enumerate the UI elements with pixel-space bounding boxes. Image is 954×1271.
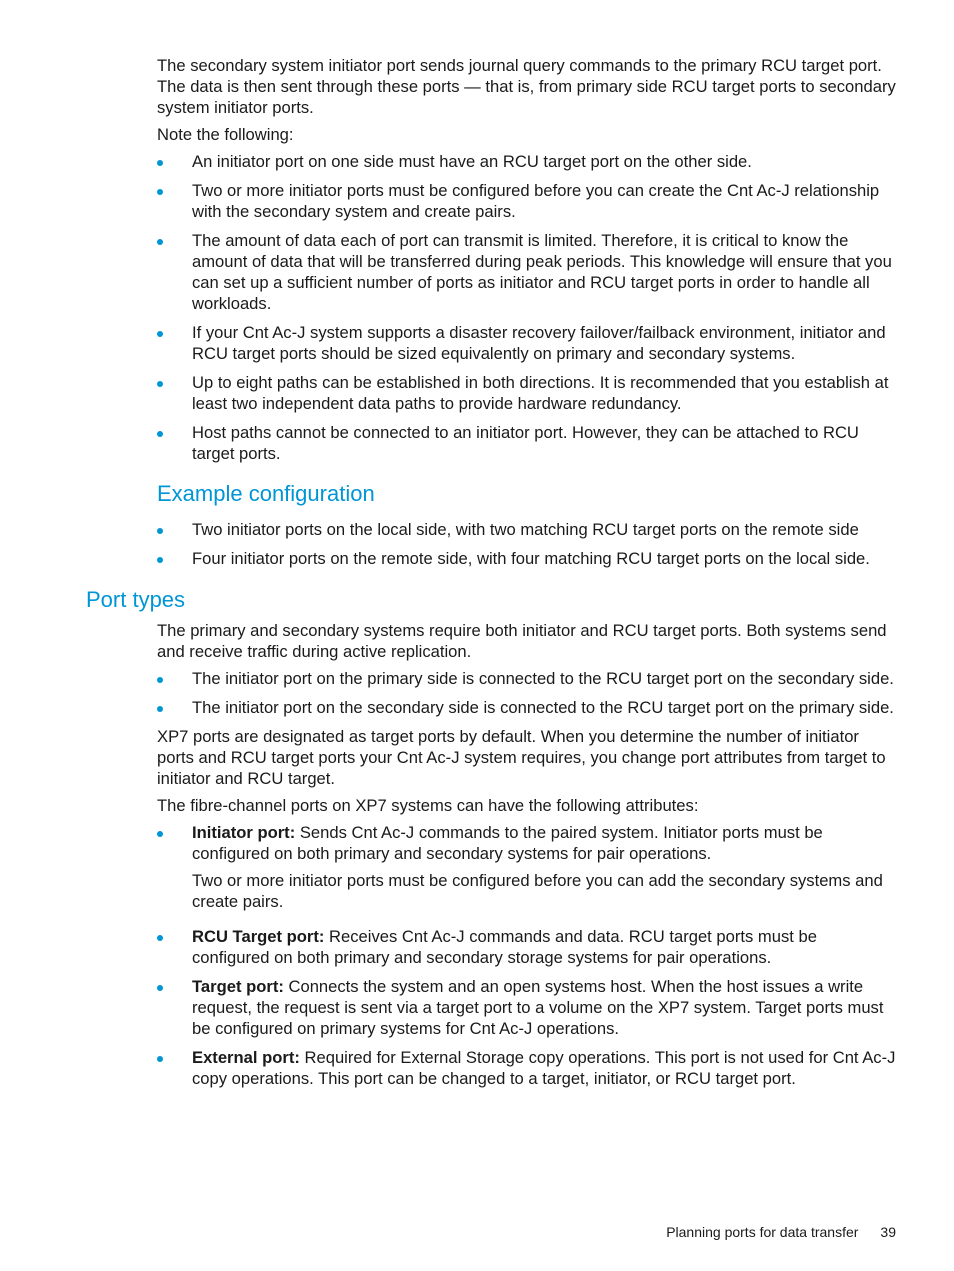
- attribute-item-initiator: [157, 822, 899, 912]
- bullet-icon: [157, 431, 163, 437]
- attribute-note: Two or more initiator ports must be configured before you can add the secondary systems and create pairs.: [192, 871, 883, 911]
- attribute-text: Connects the system and an open systems host. When the host issues a write request, the request is sent via a target port to a volume on the XP7 system. Target ports must be configured on primary systems for Cnt Ac-J operations.: [192, 977, 884, 1038]
- attribute-term: Target port:: [192, 977, 284, 996]
- attribute-item-rcu-target: [157, 926, 899, 968]
- bullet-icon: [157, 557, 163, 563]
- bullet-icon: [157, 528, 163, 534]
- example-list: [157, 519, 899, 569]
- attribute-item-target: [157, 976, 899, 1039]
- attribute-term: External port:: [192, 1048, 300, 1067]
- bullet-icon: [157, 331, 163, 337]
- footer-section-title: Planning ports for data transfer: [666, 1224, 859, 1240]
- bullet-icon: [157, 985, 163, 991]
- list-item: The amount of data each of port can transmit is limited. Therefore, it is critical to know the amount of data that will be transferred during peak periods. This knowledge will ensure that you can set up a sufficient number of ports as initiator and RCU target ports in order to handle all workloads.: [157, 230, 899, 314]
- example-configuration-heading: Example configuration: [157, 481, 375, 506]
- list-item: Up to eight paths can be established in both directions. It is recommended that you establish at least two independent data paths to provide hardware redundancy.: [157, 372, 899, 414]
- intro-paragraph: The secondary system initiator port sends journal query commands to the primary RCU target port. The data is then sent through these ports — that is, from primary side RCU target ports to secondary system initiator ports.: [157, 56, 896, 117]
- attribute-term: RCU Target port:: [192, 927, 325, 946]
- attribute-term: Initiator port:: [192, 823, 296, 842]
- note-paragraph: Note the following:: [157, 125, 294, 144]
- list-item: Host paths cannot be connected to an initiator port. However, they can be attached to RCU target ports.: [157, 422, 899, 464]
- bullet-icon: [157, 831, 163, 837]
- page-footer: [666, 1222, 896, 1242]
- attribute-text: Required for External Storage copy operations. This port is not used for Cnt Ac-J copy operations. This port can be changed to a target, initiator, or RCU target port.: [192, 1048, 896, 1088]
- port-types-heading: Port types: [86, 587, 186, 612]
- list-item: The initiator port on the secondary side is connected to the RCU target port on the primary side.: [157, 697, 899, 718]
- attribute-text: Sends Cnt Ac-J commands to the paired system. Initiator ports must be configured on both primary and secondary systems for pair operations.: [192, 823, 823, 863]
- bullet-icon: [157, 1056, 163, 1062]
- list-item: An initiator port on one side must have an RCU target port on the other side.: [157, 151, 899, 172]
- attributes-list: [157, 822, 899, 1089]
- attribute-text: Receives Cnt Ac-J commands and data. RCU target ports must be configured on both primary and secondary storage systems for pair operations.: [192, 927, 817, 967]
- port-types-intro: The primary and secondary systems require both initiator and RCU target ports. Both systems send and receive traffic during active replication.: [157, 621, 887, 661]
- note-list: [157, 151, 899, 464]
- bullet-icon: [157, 677, 163, 683]
- list-item: If your Cnt Ac-J system supports a disaster recovery failover/failback environment, initiator and RCU target ports should be sized equivalently on primary and secondary systems.: [157, 322, 899, 364]
- bullet-icon: [157, 239, 163, 245]
- bullet-icon: [157, 381, 163, 387]
- xp7-default-paragraph: XP7 ports are designated as target ports by default. When you determine the number of initiator ports and RCU target ports your Cnt Ac-J system requires, you change port attributes from target to initiator and RCU target.: [157, 727, 886, 788]
- page-number: 39: [880, 1224, 896, 1240]
- port-side-list: [157, 668, 899, 718]
- bullet-icon: [157, 935, 163, 941]
- list-item: Two or more initiator ports must be configured before you can create the Cnt Ac-J relationship with the secondary system and create pairs.: [157, 180, 899, 222]
- bullet-icon: [157, 160, 163, 166]
- port-types-section: [157, 620, 899, 1097]
- list-item: Four initiator ports on the remote side, with four matching RCU target ports on the local side.: [157, 548, 899, 569]
- list-item: Two initiator ports on the local side, with two matching RCU target ports on the remote side: [157, 519, 899, 540]
- bullet-icon: [157, 706, 163, 712]
- bullet-icon: [157, 189, 163, 195]
- example-section: [157, 519, 899, 577]
- attributes-intro: The fibre-channel ports on XP7 systems can have the following attributes:: [157, 796, 699, 815]
- list-item: The initiator port on the primary side is connected to the RCU target port on the secondary side.: [157, 668, 899, 689]
- attribute-item-external: [157, 1047, 899, 1089]
- intro-section: [157, 55, 899, 472]
